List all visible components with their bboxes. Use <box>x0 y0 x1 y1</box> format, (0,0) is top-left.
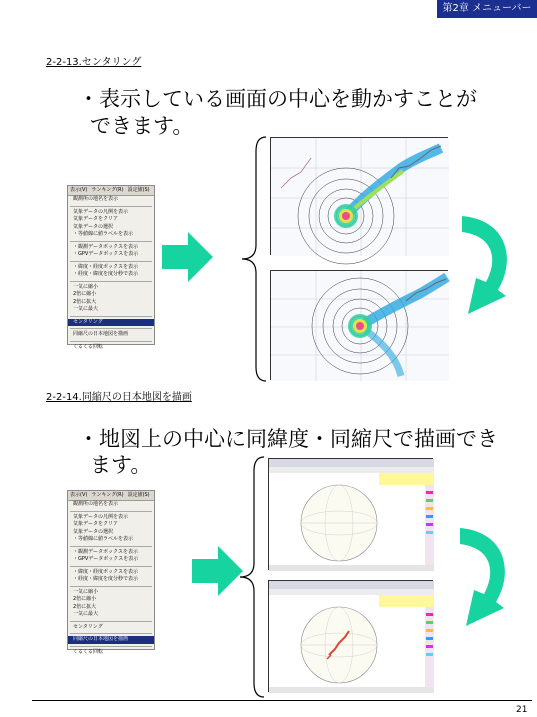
menu-item[interactable]: ・緯度・経度ボックスを表示 <box>73 263 138 270</box>
bullet-same-scale-line2: ます。 <box>90 453 152 477</box>
menu-item[interactable]: 2倍に縮小 <box>73 291 97 297</box>
menu-item[interactable]: 気象データの凡例を表示 <box>73 513 129 520</box>
bullet-centering-line1: ・表示している画面の中心を動かすことが <box>78 87 477 111</box>
menu-item[interactable]: センタリング <box>73 623 103 630</box>
menu-item[interactable]: 観測所の地名を表示 <box>73 501 119 507</box>
menu-item[interactable]: 観測所の地名を表示 <box>73 196 119 202</box>
menu-separator <box>70 546 152 547</box>
menu-separator <box>70 586 152 587</box>
menu-separator <box>70 316 152 317</box>
menu-bar-ranking[interactable]: ランキング(R) <box>91 492 124 498</box>
view-menu-screenshot <box>67 185 155 350</box>
menu-item[interactable]: 2倍に縮小 <box>73 596 97 602</box>
menu-separator <box>70 341 152 342</box>
menu-item[interactable]: 気象データをクリア <box>73 216 119 222</box>
menu-item[interactable]: ・等値線に値ラベルを表示 <box>73 231 134 237</box>
menu-separator <box>70 566 152 567</box>
menu-item[interactable]: ・観測データボックスを表示 <box>73 243 138 250</box>
view-menu-screenshot-2 <box>67 490 155 655</box>
menu-separator <box>70 206 152 207</box>
menu-separator <box>70 621 152 622</box>
bullet-same-scale-line1: ・地図上の中心に同緯度・同縮尺で描画でき <box>78 427 498 451</box>
menu-item[interactable]: 同縮尺の日本地図を描画 <box>73 331 129 337</box>
menu-bar-settings[interactable]: 設定値(S) <box>127 187 150 193</box>
menu-separator <box>70 633 152 634</box>
menu-item[interactable]: 気象データの凡例を表示 <box>73 208 129 215</box>
menu-item[interactable]: 気象データをクリア <box>73 521 119 527</box>
menu-bar <box>68 491 154 501</box>
curved-arrow-icon <box>458 210 522 322</box>
menu-bar-ranking[interactable]: ランキング(R) <box>91 187 124 193</box>
menu-separator <box>70 328 152 329</box>
right-arrow-icon <box>162 232 214 282</box>
menu-separator <box>70 511 152 512</box>
menu-item[interactable]: ・観測データボックスを表示 <box>73 548 138 555</box>
page-number: 21 <box>516 705 528 715</box>
menu-bar <box>68 186 154 196</box>
menu-item[interactable]: 気象データの選択 <box>73 223 114 230</box>
menu-separator <box>70 281 152 282</box>
chapter-badge: 第2章 メニューバー <box>437 0 537 18</box>
menu-item[interactable]: 2倍に拡大 <box>73 603 97 610</box>
menu-item[interactable]: 一気に縮小 <box>73 283 99 290</box>
menu-item[interactable]: 気象データの選択 <box>73 528 114 535</box>
globe-screenshot-japan <box>268 580 433 692</box>
curved-arrow-icon-2 <box>456 522 520 634</box>
menu-item[interactable]: くるくる回転 <box>73 648 104 655</box>
menu-item[interactable]: くるくる回転 <box>73 343 104 350</box>
menu-item[interactable]: 一気に最大 <box>73 611 99 617</box>
footer-rule <box>32 700 532 701</box>
menu-bar-settings[interactable]: 設定値(S) <box>127 492 150 498</box>
menu-bar-view[interactable]: 表示(V) <box>70 187 88 193</box>
menu-separator <box>70 261 152 262</box>
menu-item[interactable]: 一気に最大 <box>73 306 99 312</box>
globe-screenshot-before <box>268 458 433 570</box>
menu-item[interactable]: ・緯度・経度ボックスを表示 <box>73 568 138 575</box>
menu-item[interactable]: 2倍に拡大 <box>73 298 97 305</box>
bullet-centering-line2: できます。 <box>90 114 194 138</box>
menu-item[interactable]: 同縮尺の日本地図を描画 <box>68 636 154 644</box>
typhoon-map-centered <box>270 270 448 380</box>
menu-bar-view[interactable]: 表示(V) <box>70 492 88 498</box>
menu-separator <box>70 241 152 242</box>
section-title-same-scale: 2-2-14.同縮尺の日本地図を描画 <box>46 392 192 403</box>
menu-item[interactable]: ・等値線に値ラベルを表示 <box>73 536 134 542</box>
menu-item[interactable]: ・経度・緯度を度分秒で表示 <box>73 576 139 582</box>
brace-icon <box>236 135 270 383</box>
menu-item[interactable]: ・GPVデータボックスを表示 <box>73 556 139 562</box>
menu-item[interactable]: ・GPVデータボックスを表示 <box>73 251 139 257</box>
menu-item[interactable]: 一気に縮小 <box>73 588 99 595</box>
section-title-centering: 2-2-13.センタリング <box>46 57 142 68</box>
menu-item[interactable]: センタリング <box>68 319 154 327</box>
brace-icon-2 <box>234 455 268 701</box>
menu-item[interactable]: ・経度・緯度を度分秒で表示 <box>73 271 139 277</box>
menu-separator <box>70 646 152 647</box>
typhoon-map-before <box>270 137 448 255</box>
